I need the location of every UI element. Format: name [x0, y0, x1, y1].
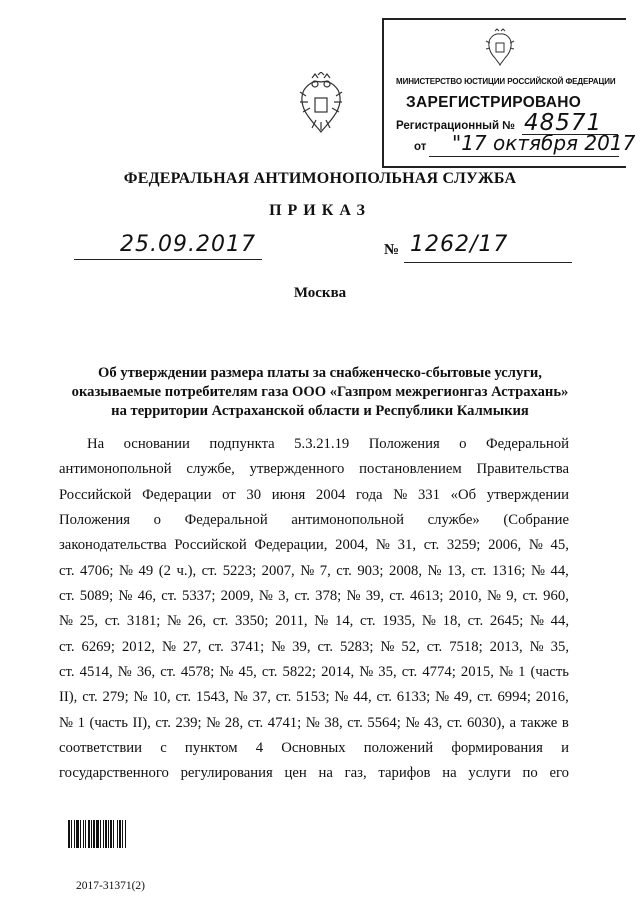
body-word: его [549, 765, 569, 782]
body-word: утвержденного [249, 461, 345, 478]
body-word: 43, [423, 714, 443, 731]
body-word: ст. [347, 714, 363, 731]
body-word: 44, [353, 689, 372, 706]
body-word: № [405, 714, 420, 731]
body-word: утверждении [486, 486, 569, 503]
body-word: № [271, 638, 286, 655]
body-word: № [119, 562, 134, 579]
body-word: ст. [59, 638, 75, 655]
body-word: 39, [365, 588, 385, 605]
body-word: 903; [357, 562, 384, 579]
body-line [59, 609, 569, 634]
body-word: ст. [59, 562, 75, 579]
body-word: 2004, [335, 537, 369, 554]
body-word: ст. [155, 714, 171, 731]
registration-stamp [382, 18, 636, 168]
body-word: тарифов [378, 765, 431, 782]
body-word: 378; [315, 588, 342, 605]
body-word: 3741; [230, 638, 265, 655]
body-word: положений [363, 740, 434, 757]
body-word: подпункта [209, 436, 275, 452]
body-word: 5153; [296, 689, 330, 706]
body-word: 2010, [448, 588, 482, 605]
body-word: № [334, 689, 349, 706]
body-word: 6133; [396, 689, 431, 706]
body-word: основании [123, 436, 190, 452]
body-word: о [459, 436, 467, 452]
body-word: 9, [506, 588, 518, 605]
body-word: 2014, [321, 664, 355, 681]
body-word: № [346, 588, 361, 605]
body-word: № [59, 613, 74, 630]
body-word: 4514, [79, 664, 113, 681]
body-word: июня [271, 486, 306, 503]
body-word: 6269; [81, 638, 115, 655]
body-word: 4706; [80, 562, 114, 579]
body-word: «Об [450, 486, 477, 503]
barcode-bar [88, 820, 90, 848]
body-word: 2011, [275, 613, 308, 630]
body-word: № [393, 486, 408, 503]
body-word: 28, [224, 714, 244, 731]
body-word: 2009, [220, 588, 254, 605]
body-word: от [222, 486, 236, 503]
body-word: Правительства [476, 461, 569, 478]
body-word: № [427, 562, 442, 579]
body-word: 4 [255, 740, 264, 757]
body-line [59, 508, 569, 533]
body-word: 5337; [181, 588, 216, 605]
coat-of-arms-icon [296, 72, 346, 138]
body-word: ст. [470, 562, 487, 579]
barcode-bar [76, 820, 79, 848]
body-word: 3, [278, 588, 290, 605]
city: Москва [293, 285, 347, 301]
body-word: ч.), [176, 562, 197, 579]
body-word: ст. [160, 664, 176, 681]
body-word: 4774; [422, 664, 456, 681]
body-word: № [219, 664, 234, 681]
body-word: № [59, 714, 74, 731]
body-word: Федерации [142, 486, 212, 503]
body-word: № [486, 588, 501, 605]
body-word: ст. [247, 714, 264, 731]
body-word: 27, [182, 638, 202, 655]
body-word: 5.3.21.19 [294, 436, 350, 452]
body-word: Федеральной [485, 436, 569, 452]
body-word: № [529, 613, 544, 630]
body-word: антимонопольной [59, 461, 172, 478]
body-word: № [498, 664, 513, 681]
body-word: 2013, [489, 638, 523, 655]
body-word: № [435, 689, 450, 706]
body-word: II), [132, 714, 151, 731]
body-word: II), [59, 689, 78, 706]
barcode-bar [74, 820, 75, 848]
body-word: 10, [152, 689, 171, 706]
body-word: Положения [368, 436, 440, 452]
body-word: 4578; [180, 664, 215, 681]
body-word: 2008, [388, 562, 423, 579]
body-word: 39, [292, 638, 311, 655]
body-word: в [561, 714, 569, 731]
body-word: на [318, 765, 333, 782]
body-word: 239; [175, 714, 202, 731]
agency-name: ФЕДЕРАЛЬНАЯ АНТИМОНОПОЛЬНАЯ СЛУЖБА [123, 170, 517, 187]
body-word: ст. [317, 638, 333, 655]
body-word: ст. [336, 562, 352, 579]
body-word: Федерации, [254, 537, 328, 554]
body-word: 45, [550, 537, 569, 554]
body-word: ст. [212, 613, 229, 630]
body-word: 3350; [234, 613, 269, 630]
body-word: 30 [246, 486, 262, 503]
barcode-bar [93, 820, 95, 848]
body-word: а [509, 714, 517, 731]
coat-of-arms-icon [484, 28, 516, 68]
barcode-bar [85, 820, 86, 848]
body-word: 38, [324, 714, 343, 731]
body-word: 7, [319, 562, 331, 579]
body-word: постановлением [359, 461, 462, 478]
barcode-bar [68, 820, 70, 848]
body-word: Положения [59, 512, 131, 529]
body-word: ст. [389, 588, 405, 605]
body-word: также [520, 714, 558, 731]
body-line [59, 584, 569, 609]
body-word: № [258, 588, 273, 605]
body-word: № [206, 714, 221, 731]
barcode-bar [80, 820, 81, 848]
barcode-bar [83, 820, 84, 848]
body-word: газ, [344, 765, 367, 782]
body-word: ст. [426, 638, 443, 655]
body-word: № [530, 562, 545, 579]
title-line: оказываемые потребителям газа ООО «Газпром межрегионгаз Астрахань» [71, 384, 569, 400]
body-word: № [133, 689, 148, 706]
stamp-registration-date: "17 октября 2017 [452, 131, 636, 155]
barcode-bar [110, 820, 112, 848]
body-word: службе, [186, 461, 235, 478]
body-word: пунктом [184, 740, 238, 757]
body-line [59, 432, 569, 457]
body-word: 31, [397, 537, 416, 554]
body-word: ст. [161, 588, 177, 605]
body-word: 2012, [121, 638, 155, 655]
body-word: 5223; [222, 562, 257, 579]
body-word: 6030), [466, 714, 505, 731]
body-word: ст. [360, 613, 376, 630]
body-word: формирования [451, 740, 543, 757]
barcode-bar [122, 820, 123, 848]
body-word: № [375, 537, 390, 554]
body-word: № [529, 638, 544, 655]
body-word: Российской [174, 537, 247, 554]
body-word: 44, [550, 613, 569, 630]
body-word: 331 [417, 486, 440, 503]
body-line [59, 685, 569, 710]
document-type: ПРИКАЗ [269, 202, 371, 219]
barcode-bar [117, 820, 118, 848]
body-word: Российской [59, 486, 132, 503]
body-word: 279; [102, 689, 129, 706]
body-word: 36, [136, 664, 156, 681]
body-word: ст. [275, 689, 292, 706]
body-word: регулирования [180, 765, 273, 782]
body-word: 960, [543, 588, 569, 605]
barcode-bar [91, 820, 92, 848]
body-word: 44, [550, 562, 569, 579]
body-word: № [359, 664, 374, 681]
order-number-underline [404, 262, 572, 263]
body-word: 25, [79, 613, 99, 630]
order-title [40, 364, 600, 421]
order-body [59, 432, 569, 787]
body-word: (часть [89, 714, 128, 731]
body-word: государственного [59, 765, 169, 782]
title-line: Об утверждении размера платы за снабженческо-сбытовые услуги, [98, 365, 542, 381]
body-word: ст. [261, 664, 278, 681]
body-word: с [160, 740, 167, 757]
body-word: 37, [252, 689, 271, 706]
body-word: 45, [238, 664, 257, 681]
stamp-registration-number: 48571 [524, 110, 603, 136]
body-word: (2 [158, 562, 171, 579]
body-word: 1 [77, 714, 85, 731]
body-word: 52, [401, 638, 420, 655]
body-word: 13, [447, 562, 466, 579]
body-line [59, 533, 569, 558]
body-word: Основных [281, 740, 346, 757]
body-word: (часть [530, 664, 569, 681]
barcode-bar [96, 820, 99, 848]
body-word: ст. [82, 689, 98, 706]
body-word: и [561, 740, 569, 757]
stamp-date-underline [429, 156, 619, 157]
title-line: на территории Астраханской области и Республики Калмыкия [111, 403, 529, 419]
barcode-icon [68, 820, 154, 848]
order-number-label: № [384, 242, 400, 258]
body-word: на [442, 765, 457, 782]
body-word: ст. [446, 714, 463, 731]
stamp-registered: ЗАРЕГИСТРИРОВАНО [406, 94, 582, 111]
body-word: 2004 [315, 486, 346, 503]
barcode-bar [125, 820, 126, 848]
body-word: 49 [138, 562, 154, 579]
barcode-bar [71, 820, 72, 848]
body-word: 26, [187, 613, 207, 630]
barcode-bar [100, 820, 101, 848]
body-word: № [305, 714, 320, 731]
body-word: 1316; [491, 562, 526, 579]
barcode-bar [103, 820, 104, 848]
body-word: 1543, [195, 689, 229, 706]
body-word: ст. [423, 537, 440, 554]
body-word: 49, [453, 689, 473, 706]
body-word: 1 [518, 664, 526, 681]
body-line [59, 761, 569, 786]
barcode-bar [108, 820, 109, 848]
body-word: 2016, [535, 689, 569, 706]
body-word: № [300, 562, 315, 579]
stamp-date-prefix: от [414, 141, 427, 153]
body-line [59, 635, 569, 660]
body-word: 35, [378, 664, 397, 681]
body-word: ст. [467, 613, 484, 630]
body-line [59, 457, 569, 482]
body-word: № [161, 638, 176, 655]
body-word: ст. [477, 689, 493, 706]
body-word: ст. [294, 588, 310, 605]
body-word: 2006, [488, 537, 522, 554]
body-word: 35, [550, 638, 569, 655]
body-word: ст. [401, 664, 418, 681]
body-word: ст. [522, 588, 538, 605]
body-word: ст. [59, 588, 75, 605]
body-word: цен [284, 765, 307, 782]
order-date: 25.09.2017 [120, 232, 256, 257]
body-word: антимонопольной [291, 512, 404, 529]
body-word: 4741; [267, 714, 302, 731]
body-word: 5822; [282, 664, 316, 681]
body-word: ст. [376, 689, 392, 706]
order-date-underline [74, 259, 262, 260]
body-word: ст. [175, 689, 192, 706]
body-word: 5283; [339, 638, 374, 655]
barcode-bar [105, 820, 107, 848]
body-word: (Собрание [503, 512, 569, 529]
body-word: о [153, 512, 162, 529]
body-word: ст. [208, 638, 224, 655]
body-word: № [117, 664, 132, 681]
barcode-bar [113, 820, 114, 848]
body-word: года [355, 486, 383, 503]
order-number: 1262/17 [410, 232, 509, 257]
body-word: службе» [427, 512, 480, 529]
body-word: № [167, 613, 182, 630]
body-word: ст. [59, 664, 75, 681]
body-line [59, 711, 569, 736]
body-word: На [87, 436, 105, 452]
body-word: 6994; [497, 689, 531, 706]
body-word: ст. [201, 562, 218, 579]
body-word: Федеральной [184, 512, 268, 529]
body-word: 2007, [261, 562, 295, 579]
body-word: 7518; [449, 638, 483, 655]
body-word: законодательства [59, 537, 167, 554]
body-line [59, 736, 569, 761]
body-word: № [314, 613, 329, 630]
body-word: 5564; [367, 714, 401, 731]
body-word: № [421, 613, 436, 630]
body-word: услуги [468, 765, 511, 782]
body-word: по [522, 765, 538, 782]
body-word: 46, [137, 588, 157, 605]
body-word: 1935, [382, 613, 416, 630]
stamp-ministry: МИНИСТЕРСТВО ЮСТИЦИИ РОССИЙСКОЙ ФЕДЕРАЦИИ [396, 77, 616, 86]
body-word: № [380, 638, 395, 655]
body-word: 4613; [410, 588, 444, 605]
body-line [59, 660, 569, 685]
body-line [59, 559, 569, 584]
body-line [59, 483, 569, 508]
barcode-bar [119, 820, 121, 848]
body-word: 3181; [126, 613, 161, 630]
body-word: № [233, 689, 248, 706]
document-id: 2017-31371(2) [76, 880, 145, 892]
stamp-number-label: Регистрационный № [396, 120, 516, 132]
body-word: № [528, 537, 543, 554]
body-word: 14, [334, 613, 354, 630]
body-word: № [118, 588, 133, 605]
body-word: 5089; [79, 588, 114, 605]
body-word: ст. [104, 613, 121, 630]
body-word: 3259; [446, 537, 481, 554]
body-word: соответствии [59, 740, 142, 757]
body-word: 18, [442, 613, 461, 630]
body-word: 2015, [460, 664, 494, 681]
body-word: 2645; [489, 613, 524, 630]
